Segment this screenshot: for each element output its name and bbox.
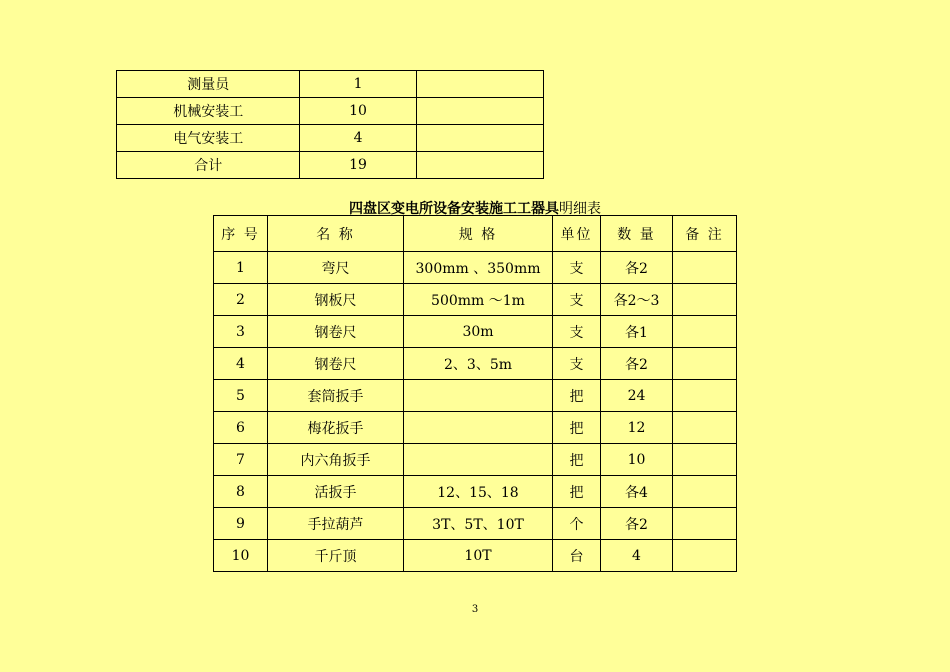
tool-unit-cell: 支	[553, 252, 601, 284]
tool-note-cell	[673, 444, 737, 476]
tool-unit-cell: 支	[553, 284, 601, 316]
tools-header-row	[214, 216, 737, 252]
tool-spec-cell: 2、3、5m	[404, 348, 553, 380]
staff-note-cell	[416, 98, 543, 125]
staff-count-cell: 10	[300, 98, 416, 125]
tool-note-cell	[673, 284, 737, 316]
tool-unit-cell: 台	[553, 540, 601, 572]
staff-row	[117, 71, 544, 98]
tool-note-cell	[673, 412, 737, 444]
tool-qty-cell: 4	[601, 540, 673, 572]
tool-unit-cell: 把	[553, 476, 601, 508]
tool-spec-cell	[404, 412, 553, 444]
tool-seq-cell: 2	[214, 284, 268, 316]
header-qty: 数 量	[601, 216, 673, 252]
staff-note-cell	[416, 152, 543, 179]
tool-qty-cell: 各2～3	[601, 284, 673, 316]
tool-note-cell	[673, 508, 737, 540]
tool-note-cell	[673, 476, 737, 508]
tool-name-cell: 梅花扳手	[268, 412, 404, 444]
tool-seq-cell: 9	[214, 508, 268, 540]
tool-note-cell	[673, 380, 737, 412]
header-unit: 单位	[553, 216, 601, 252]
tool-row	[214, 540, 737, 572]
tool-row	[214, 252, 737, 284]
tool-unit-cell: 把	[553, 380, 601, 412]
tool-note-cell	[673, 316, 737, 348]
tools-table	[213, 215, 737, 572]
tool-qty-cell: 10	[601, 444, 673, 476]
page-number: 3	[471, 604, 479, 615]
tool-seq-cell: 5	[214, 380, 268, 412]
staff-row	[117, 152, 544, 179]
staff-count-cell: 1	[300, 71, 416, 98]
staff-role-cell: 合计	[117, 152, 300, 179]
tool-name-cell: 弯尺	[268, 252, 404, 284]
tool-qty-cell: 12	[601, 412, 673, 444]
header-seq: 序 号	[214, 216, 268, 252]
staff-count-cell: 4	[300, 125, 416, 152]
tool-qty-cell: 各2	[601, 508, 673, 540]
tool-row	[214, 348, 737, 380]
tool-spec-cell	[404, 380, 553, 412]
tool-name-cell: 钢卷尺	[268, 348, 404, 380]
tool-spec-cell: 300mm 、350mm	[404, 252, 553, 284]
tool-seq-cell: 3	[214, 316, 268, 348]
staff-note-cell	[416, 125, 543, 152]
header-name: 名 称	[268, 216, 404, 252]
tool-note-cell	[673, 348, 737, 380]
tool-row	[214, 508, 737, 540]
tool-qty-cell: 各2	[601, 252, 673, 284]
tool-qty-cell: 各2	[601, 348, 673, 380]
tool-name-cell: 钢卷尺	[268, 316, 404, 348]
tool-qty-cell: 各1	[601, 316, 673, 348]
tool-row	[214, 380, 737, 412]
tool-seq-cell: 1	[214, 252, 268, 284]
tool-name-cell: 活扳手	[268, 476, 404, 508]
tool-spec-cell: 3T、5T、10T	[404, 508, 553, 540]
title-bold-part: 四盘区变电所设备安装施工工器具	[349, 201, 559, 217]
tool-seq-cell: 10	[214, 540, 268, 572]
staff-note-cell	[416, 71, 543, 98]
tool-row	[214, 444, 737, 476]
header-note: 备 注	[673, 216, 737, 252]
tool-name-cell: 套筒扳手	[268, 380, 404, 412]
tool-note-cell	[673, 540, 737, 572]
tool-unit-cell: 把	[553, 444, 601, 476]
tool-qty-cell: 24	[601, 380, 673, 412]
tool-seq-cell: 6	[214, 412, 268, 444]
title-normal-part: 明细表	[559, 201, 601, 217]
tool-spec-cell: 30m	[404, 316, 553, 348]
tool-unit-cell: 把	[553, 412, 601, 444]
tool-name-cell: 钢板尺	[268, 284, 404, 316]
tool-spec-cell: 500mm ～1m	[404, 284, 553, 316]
tool-name-cell: 内六角扳手	[268, 444, 404, 476]
tool-seq-cell: 8	[214, 476, 268, 508]
staff-count-cell: 19	[300, 152, 416, 179]
staff-role-cell: 测量员	[117, 71, 300, 98]
staff-role-cell: 电气安装工	[117, 125, 300, 152]
tool-row	[214, 476, 737, 508]
tool-row	[214, 316, 737, 348]
tool-spec-cell	[404, 444, 553, 476]
tool-note-cell	[673, 252, 737, 284]
staff-row	[117, 98, 544, 125]
tool-name-cell: 千斤顶	[268, 540, 404, 572]
tool-spec-cell: 10T	[404, 540, 553, 572]
tool-seq-cell: 4	[214, 348, 268, 380]
header-spec: 规 格	[404, 216, 553, 252]
tool-row	[214, 284, 737, 316]
tool-row	[214, 412, 737, 444]
tool-unit-cell: 个	[553, 508, 601, 540]
staff-row	[117, 125, 544, 152]
tool-spec-cell: 12、15、18	[404, 476, 553, 508]
tool-unit-cell: 支	[553, 348, 601, 380]
tool-qty-cell: 各4	[601, 476, 673, 508]
staff-table	[116, 70, 544, 179]
tool-seq-cell: 7	[214, 444, 268, 476]
staff-role-cell: 机械安装工	[117, 98, 300, 125]
tool-name-cell: 手拉葫芦	[268, 508, 404, 540]
tool-unit-cell: 支	[553, 316, 601, 348]
